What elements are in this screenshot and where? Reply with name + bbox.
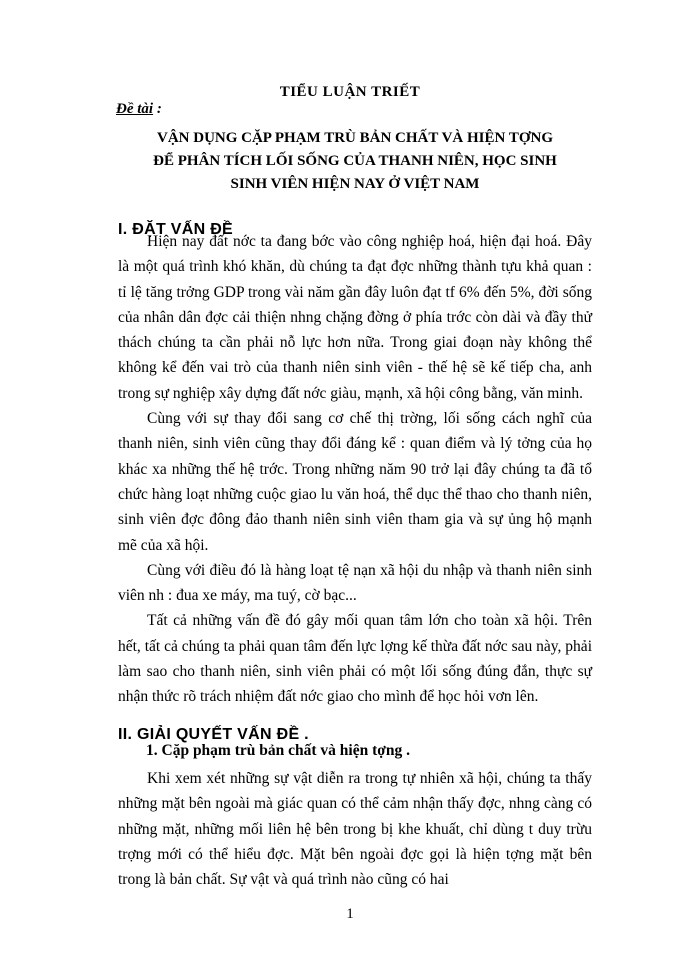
paragraph: Khi xem xét những sự vật diễn ra trong tự nhiên xã hội, chúng ta thấy những mặt bên ngoài mà giác quan có thể cảm nhận thấy đợc, nhng càng có những mặt, những mối liên hệ bên trong bị khe khuất, chỉ dùng t duy trừu trợng mới có thể hiểu đợc. Mặt bên ngoài đợc gọi là hiện tợng mặt bên trong là bản chất. Sự vật và quá trình nào cũng có hai bbox=[118, 770, 592, 889]
section-1-heading: I. ĐẶT VẤN ĐỀ bbox=[118, 221, 234, 238]
document-title: TIỂU LUẬN TRIẾT bbox=[279, 84, 421, 100]
paragraph: Tất cả những vấn đề đó gây mối quan tâm lớn cho toàn xã hội. Trên hết, tất cả chúng ta phải quan tâm đến lực lợng kế thừa đất nớc sau này, phải làm sao cho thanh niên, sinh viên phải có một lối sống đúng đắn, thực sự nhận thức rõ trách nhiệm đất nớc giao cho mình để học hỏi vơn lên. bbox=[118, 612, 592, 706]
section-2-heading: II. GIẢI QUYẾT VẤN ĐỀ . bbox=[118, 726, 309, 743]
section-2-body bbox=[118, 766, 592, 892]
topic-line: VẬN DỤNG CẶP PHẠM TRÙ BẢN CHẤT VÀ HIỆN TỢNG bbox=[156, 130, 553, 146]
paragraph: Hiện nay đất nớc ta đang bớc vào công nghiệp hoá, hiện đại hoá. Đây là một quá trình khó khăn, dù chúng ta đạt đợc những thành tựu khả quan : tỉ lệ tăng trởng GDP trong vài năm gần đây luôn đạt tf 6% đến 5%, đời sống của nhân dân đợc cải thiện nhng chặng đờng ở phía trớc còn dài và đầy thử thách chúng ta cần phải nỗ lực hơn nữa. Trong giai đoạn này không thể không kể đến vai trò của thanh niên sinh viên - thế hệ sẽ kế tiếp cha, anh trong sự nghiệp xây dựng đất nớc giàu, mạnh, xã hội công bằng, văn minh. bbox=[118, 233, 592, 402]
paragraph: Cùng với điều đó là hàng loạt tệ nạn xã hội du nhập và thanh niên sinh viên nh : đua xe máy, ma tuý, cờ bạc... bbox=[118, 561, 592, 605]
topic-line: SINH VIÊN HIỆN NAY Ở VIỆT NAM bbox=[230, 176, 480, 192]
topic-label bbox=[116, 101, 162, 118]
subsection-1-heading: 1. Cặp phạm trù bản chất và hiện tợng . bbox=[146, 742, 410, 759]
section-1-body bbox=[118, 229, 592, 710]
topic-title bbox=[110, 127, 600, 196]
page-number: 1 bbox=[346, 906, 354, 922]
paragraph: Cùng với sự thay đổi sang cơ chế thị trờng, lối sống cách nghĩ của thanh niên, sinh viên cũng thay đổi đáng kể : quan điểm và lý tởng của họ khác xa những thế hệ trớc. Trong những năm 90 trở lại đây chúng ta đã tổ chức hàng loạt những cuộc giao lu văn hoá, thể dục thể thao cho thanh niên, sinh viên đợc đông đảo thanh niên sinh viên tham gia và sự ủng hộ mạnh mẽ của xã hội. bbox=[118, 410, 592, 554]
topic-line: ĐỂ PHÂN TÍCH LỐI SỐNG CỦA THANH NIÊN, HỌC SINH bbox=[153, 153, 557, 169]
topic-label-text: Đề tài bbox=[116, 101, 154, 117]
topic-label-colon: : bbox=[153, 101, 162, 117]
